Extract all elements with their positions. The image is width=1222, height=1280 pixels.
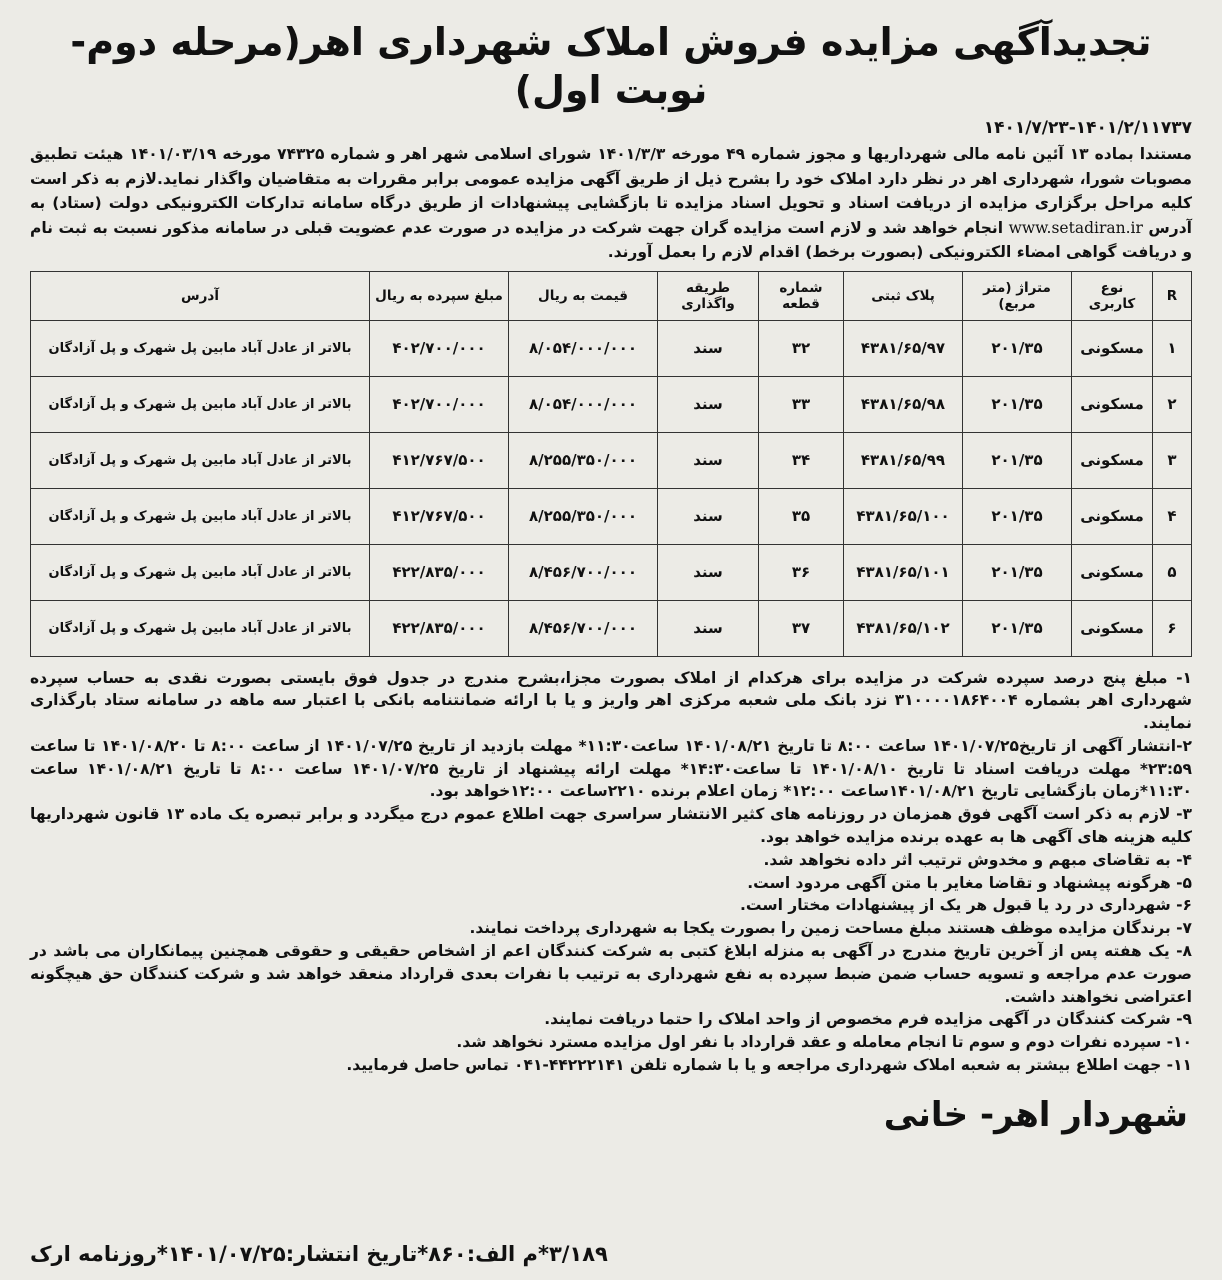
cell-address: بالاتر از عادل آباد مابین پل شهرک و پل آزادگان [31, 320, 370, 376]
cell-area: ۲۰۱/۳۵ [963, 320, 1072, 376]
cell-parcel: ۳۶ [759, 544, 844, 600]
cell-usage: مسکونی [1072, 544, 1153, 600]
cell-plate: ۴۳۸۱/۶۵/۹۹ [844, 432, 963, 488]
note-item: ۸- یک هفته پس از آخرین تاریخ مندرج در آگهی به منزله ابلاغ کتبی به شرکت کنندگان اعم از اشخاص حقیقی و حقوقی همچنین پیمانکاران می باشد در صورت عدم مراجعه و تسویه حساب ضمن ضبط سپرده به نفع شهرداری به ترتیب با نفرات بعدی قرارداد منعقد خواهد شد و شرکت کنندگان حق هیچگونه اعتراضی نخواهند داشت. [30, 942, 1192, 1006]
cell-deposit: ۴۰۲/۷۰۰/۰۰۰ [370, 376, 509, 432]
note-item: ۴- به تقاضای مبهم و مخدوش ترتیب اثر داده نخواهد شد. [763, 850, 1192, 869]
col-header-area: متراژ (متر مربع) [963, 271, 1072, 320]
cell-row-number: ۲ [1153, 376, 1192, 432]
intro-paragraph [30, 142, 1192, 265]
table-row [31, 432, 1192, 488]
lots-table [30, 271, 1192, 657]
cell-price: ۸/۰۵۴/۰۰۰/۰۰۰ [509, 320, 658, 376]
cell-address: بالاتر از عادل آباد مابین پل شهرک و پل آزادگان [31, 376, 370, 432]
publication-footer: ۳/۱۸۹*م الف:۸۶۰*تاریخ انتشار:۱۴۰۱/۰۷/۲۵*روزنامه ارک [30, 1242, 608, 1266]
col-header-address: آدرس [31, 271, 370, 320]
cell-row-number: ۶ [1153, 600, 1192, 656]
cell-address: بالاتر از عادل آباد مابین پل شهرک و پل آزادگان [31, 488, 370, 544]
cell-deposit: ۴۲۲/۸۳۵/۰۰۰ [370, 600, 509, 656]
cell-deposit: ۴۲۲/۸۳۵/۰۰۰ [370, 544, 509, 600]
cell-area: ۲۰۱/۳۵ [963, 488, 1072, 544]
cell-price: ۸/۰۵۴/۰۰۰/۰۰۰ [509, 376, 658, 432]
cell-plate: ۴۳۸۱/۶۵/۱۰۱ [844, 544, 963, 600]
cell-plate: ۴۳۸۱/۶۵/۹۷ [844, 320, 963, 376]
cell-area: ۲۰۱/۳۵ [963, 600, 1072, 656]
cell-price: ۸/۴۵۶/۷۰۰/۰۰۰ [509, 544, 658, 600]
cell-transfer: سند [658, 376, 759, 432]
cell-address: بالاتر از عادل آباد مابین پل شهرک و پل آزادگان [31, 544, 370, 600]
table-row [31, 488, 1192, 544]
note-item: ۱۱- جهت اطلاع بیشتر به شعبه املاک شهرداری مراجعه و یا با شماره تلفن ۴۴۲۲۲۱۴۱-۰۴۱ تماس حاصل فرمایید. [346, 1056, 1192, 1075]
cell-area: ۲۰۱/۳۵ [963, 376, 1072, 432]
col-header-usage: نوع کاربری [1072, 271, 1153, 320]
cell-deposit: ۴۱۲/۷۶۷/۵۰۰ [370, 432, 509, 488]
col-header-deposit: مبلغ سپرده به ریال [370, 271, 509, 320]
note-item: ۱۰- سپرده نفرات دوم و سوم تا انجام معامله و عقد قرارداد با نفر اول مزایده مسترد نخواهد شد. [456, 1033, 1192, 1052]
cell-transfer: سند [658, 488, 759, 544]
reference-number: ۱۴۰۱/۷/۲۳-۱۴۰۱/۲/۱۱۷۳۷ [983, 118, 1192, 138]
cell-row-number: ۵ [1153, 544, 1192, 600]
cell-row-number: ۳ [1153, 432, 1192, 488]
cell-plate: ۴۳۸۱/۶۵/۱۰۰ [844, 488, 963, 544]
note-item: ۶- شهرداری در رد یا قبول هر یک از پیشنهادات مختار است. [740, 896, 1192, 915]
col-header-plate: پلاک ثبتی [844, 271, 963, 320]
cell-usage: مسکونی [1072, 320, 1153, 376]
note-item: ۷- برندگان مزایده موظف هستند مبلغ مساحت زمین را بصورت یکجا به شهرداری پرداخت نمایند. [469, 919, 1192, 938]
cell-parcel: ۳۷ [759, 600, 844, 656]
cell-address: بالاتر از عادل آباد مابین پل شهرک و پل آزادگان [31, 432, 370, 488]
cell-plate: ۴۳۸۱/۶۵/۹۸ [844, 376, 963, 432]
notes-list [30, 667, 1192, 1077]
cell-area: ۲۰۱/۳۵ [963, 432, 1072, 488]
table-row [31, 320, 1192, 376]
cell-deposit: ۴۰۲/۷۰۰/۰۰۰ [370, 320, 509, 376]
mayor-signature: شهردار اهر- خانی [883, 1094, 1188, 1135]
col-header-r: R [1153, 271, 1192, 320]
col-header-parcel: شماره قطعه [759, 271, 844, 320]
col-header-transfer: طریقه واگذاری [658, 271, 759, 320]
cell-price: ۸/۲۵۵/۳۵۰/۰۰۰ [509, 432, 658, 488]
cell-deposit: ۴۱۲/۷۶۷/۵۰۰ [370, 488, 509, 544]
cell-transfer: سند [658, 432, 759, 488]
table-row [31, 544, 1192, 600]
cell-price: ۸/۴۵۶/۷۰۰/۰۰۰ [509, 600, 658, 656]
cell-parcel: ۳۳ [759, 376, 844, 432]
table-row [31, 600, 1192, 656]
cell-row-number: ۱ [1153, 320, 1192, 376]
cell-usage: مسکونی [1072, 376, 1153, 432]
intro-tail: انجام خواهد شد و لازم است مزایده گران جهت شرکت در مزایده در صورت عدم عضویت قبلی در سامانه مذکور نسبت به ثبت نام و دریافت گواهی امضاء الکترونیکی (بصورت برخط) اقدام لازم را بعمل آورند. [30, 218, 1192, 261]
cell-transfer: سند [658, 544, 759, 600]
cell-parcel: ۳۲ [759, 320, 844, 376]
cell-transfer: سند [658, 320, 759, 376]
cell-parcel: ۳۴ [759, 432, 844, 488]
note-item: ۲-انتشار آگهی از تاریخ۱۴۰۱/۰۷/۲۵ ساعت ۸:۰۰ تا تاریخ ۱۴۰۱/۰۸/۲۱ ساعت۱۱:۳۰* مهلت بازدید از تاریخ ۱۴۰۱/۰۷/۲۵ از ساعت ۸:۰۰ تا ۱۴۰۱/۰۸/۲۰ تا ساعت ۲۳:۵۹* مهلت دریافت اسناد تا تاریخ ۱۴۰۱/۰۸/۱۰ تا ساعت۱۴:۳۰* مهلت ارائه پیشنهاد از تاریخ ۱۴۰۱/۰۷/۲۵ ساعت ۸:۰۰ تا تاریخ ۱۴۰۱/۰۸/۲۱ ساعت ۱۱:۳۰*زمان بازگشایی تاریخ ۱۴۰۱/۰۸/۲۱ساعت ۱۲:۰۰* زمان اعلام برنده ۲۲۱۰ساعت ۱۲:۰۰خواهد بود. [30, 736, 1192, 801]
table-header-row [31, 271, 1192, 320]
note-item: ۵- هرگونه پیشنهاد و تقاضا مغایر با متن آگهی مردود است. [747, 873, 1192, 892]
cell-price: ۸/۲۵۵/۳۵۰/۰۰۰ [509, 488, 658, 544]
setad-url: www.setadiran.ir [1008, 218, 1143, 237]
cell-plate: ۴۳۸۱/۶۵/۱۰۲ [844, 600, 963, 656]
cell-address: بالاتر از عادل آباد مابین پل شهرک و پل آزادگان [31, 600, 370, 656]
cell-usage: مسکونی [1072, 600, 1153, 656]
cell-usage: مسکونی [1072, 488, 1153, 544]
cell-parcel: ۳۵ [759, 488, 844, 544]
table-row [31, 376, 1192, 432]
notice-title: تجدیدآگهی مزایده فروش املاک شهرداری اهر(مرحله دوم- نوبت اول) [70, 20, 1152, 112]
cell-transfer: سند [658, 600, 759, 656]
note-item: ۱- مبلغ پنج درصد سپرده شرکت در مزایده برای هرکدام از املاک بصورت مجزا،بشرح مندرج در جدول فوق بایستی بصورت نقدی به حساب سپرده شهرداری اهر بشماره ۳۱۰۰۰۰۱۸۶۴۰۰۴ نزد بانک ملی شعبه مرکزی اهر واریز و یا با ارائه ضمانتنامه بانکی با اعتبار سه ماهه در سامانه ستاد بارگذاری نمایند. [30, 668, 1192, 733]
cell-area: ۲۰۱/۳۵ [963, 544, 1072, 600]
intro-text: مستندا بماده ۱۳ آئین نامه مالی شهرداریها و مجوز شماره ۴۹ مورخه ۱۴۰۱/۳/۳ شورای اسلامی شهر اهر و شماره ۷۴۳۲۵ مورخه ۱۴۰۱/۰۳/۱۹ هیئت تطبیق مصوبات شورا، شهرداری اهر در نظر دارد املاک خود را بشرح ذیل از طریق آگهی مزایده عمومی برابر مقررات به متقاضیان واگذار نماید.لازم به ذکر است کلیه مراحل برگزاری مزایده از دریافت اسناد و تحویل اسناد مزایده تا بازگشایی پیشنهادات از طریق درگاه سامانه تدارکات الکترونیکی دولت (ستاد) به آدرس [30, 145, 1193, 237]
cell-usage: مسکونی [1072, 432, 1153, 488]
note-item: ۳- لازم به ذکر است آگهی فوق همزمان در روزنامه های کثیر الانتشار سراسری جهت اطلاع عموم درج میگردد و برابر تبصره یک ماده ۱۳ قانون شهرداریها کلیه هزینه های آگهی ها به عهده برنده مزایده خواهد بود. [30, 805, 1192, 847]
cell-row-number: ۴ [1153, 488, 1192, 544]
note-item: ۹- شرکت کنندگان در آگهی مزایده فرم مخصوص از واحد املاک را حتما دریافت نمایند. [544, 1010, 1192, 1029]
col-header-price: قیمت به ریال [509, 271, 658, 320]
